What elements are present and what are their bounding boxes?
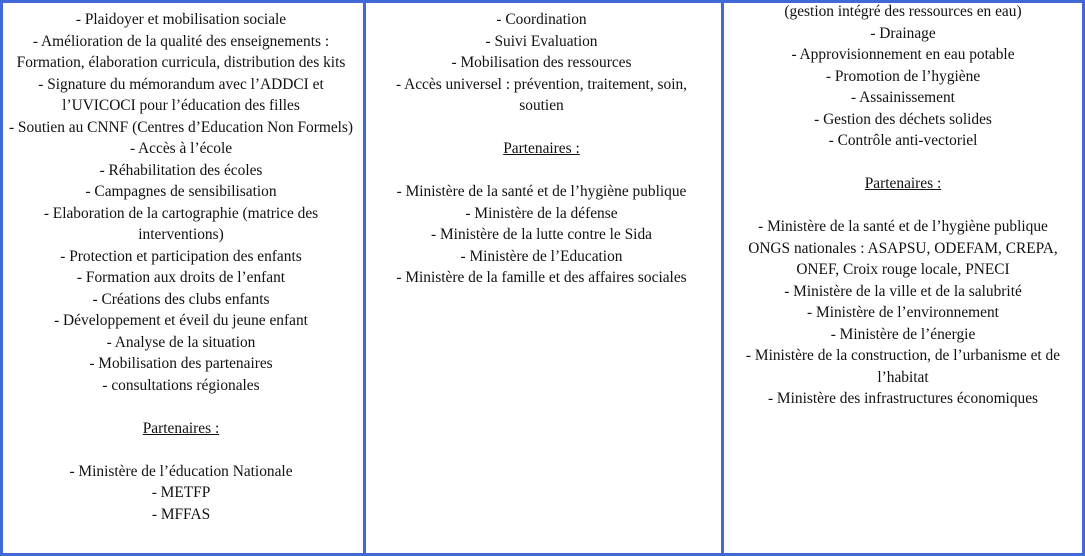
activity-item: - Contrôle anti-vectoriel (828, 132, 978, 149)
activity-item: - consultations régionales (102, 376, 260, 394)
activity-item: - Coordination (496, 11, 587, 28)
activity-item: - Suivi Evaluation (485, 32, 598, 50)
partner-item: - MFFAS (151, 505, 211, 523)
partner-item: - Ministère de la santé et de l’hygiène publique (758, 218, 1048, 235)
activity-item: - Amélioration de la qualité des enseignements : Formation, élaboration curricula, distribution des kits (16, 32, 346, 71)
activity-item: - Gestion des déchets solides (814, 110, 992, 128)
partner-item: - Ministère de la défense (465, 204, 618, 222)
activity-item: - Signature du mémorandum avec l’ADDCI et l’UVICOCI pour l’éducation des filles (38, 75, 324, 114)
activities-list (5, 9, 357, 396)
partners-list (374, 181, 709, 289)
column-education (3, 3, 363, 553)
activity-item: - Soutien au CNNF (Centres d’Education Non Formels) (8, 118, 354, 136)
partner-item: - Ministère de l’environnement (807, 304, 999, 321)
activity-item: - Accès à l’école (129, 140, 233, 157)
activities-list (730, 3, 1076, 152)
partner-item: - Ministère des infrastructures économiques (767, 390, 1039, 407)
partner-item: - Ministère de l’Education (460, 247, 623, 265)
activities-list (374, 9, 709, 117)
activity-item: - Elaboration de la cartographie (matrice des interventions) (43, 204, 319, 243)
partners-heading: Partenaires : (142, 419, 220, 437)
partners-list (730, 216, 1076, 410)
activity-item: - Mobilisation des ressources (451, 54, 632, 71)
partner-item: - Ministère de la ville et de la salubrité (784, 282, 1022, 300)
activity-item: - Protection et participation des enfants (60, 247, 302, 265)
activity-item: - Assainissement (851, 89, 955, 106)
activity-item: - Analyse de la situation (106, 333, 256, 351)
partners-heading: Partenaires : (503, 140, 580, 157)
activity-item: - Développement et éveil du jeune enfant (54, 312, 308, 329)
activity-item: - Accès universel : prévention, traitement, soin, soutien (395, 75, 688, 114)
partners-heading: Partenaires : (864, 175, 942, 192)
partner-item: - METFP (151, 484, 211, 501)
partner-item: - Ministère de la lutte contre le Sida (431, 226, 652, 243)
partner-item: - Ministère de la santé et de l’hygiène publique (396, 183, 687, 200)
partner-item: - Ministère de l’énergie (830, 325, 976, 343)
partner-item: - Ministère de la construction, de l’urbanisme et de l’habitat (745, 347, 1061, 386)
partners-list (5, 461, 357, 526)
activity-item: - Créations des clubs enfants (92, 290, 270, 308)
partner-item: ONGS nationales : ASAPSU, ODEFAM, CREPA, ONEF, Croix rouge locale, PNECI (748, 239, 1058, 278)
activity-item: - Approvisionnement en eau potable (791, 46, 1015, 63)
activity-item: - Plaidoyer et mobilisation sociale (75, 11, 287, 28)
activity-item: - Drainage (870, 24, 936, 42)
activity-item: (gestion intégré des ressources en eau) (784, 3, 1022, 20)
activity-item: - Promotion de l’hygiène (825, 67, 981, 85)
activity-item: - Campagnes de sensibilisation (85, 183, 277, 200)
activity-item: - Mobilisation des partenaires (89, 355, 273, 372)
column-health (363, 3, 721, 553)
activity-item: - Formation aux droits de l’enfant (76, 269, 286, 286)
activity-item: - Réhabilitation des écoles (99, 161, 263, 179)
partner-item: - Ministère de la famille et des affaires sociales (396, 269, 687, 286)
partner-item: - Ministère de l’éducation Nationale (69, 462, 293, 480)
column-water-sanitation (721, 3, 1082, 553)
